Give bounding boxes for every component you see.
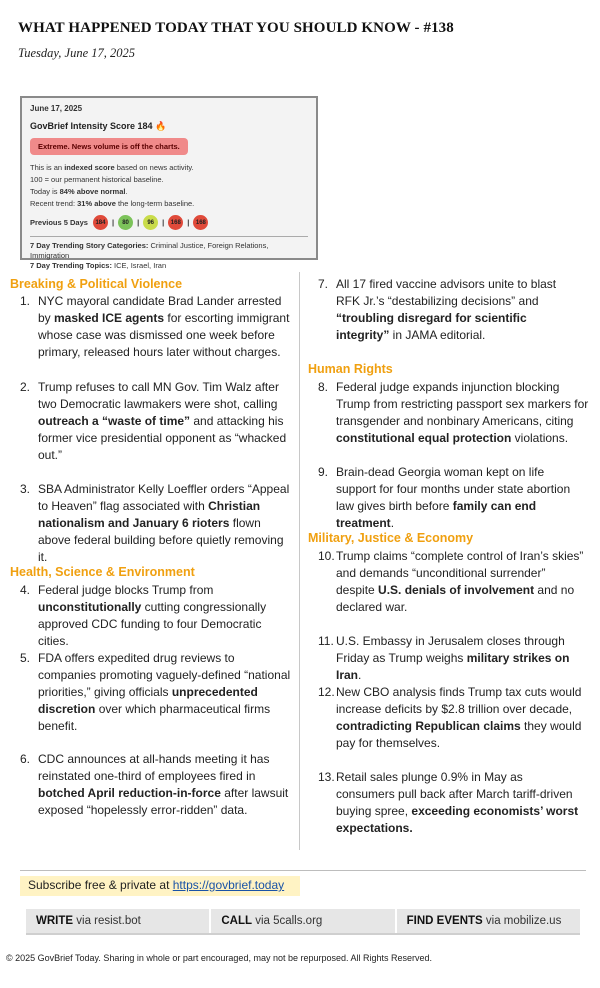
score-trend-line: Recent trend: 31% above the long-term baseline.	[30, 199, 195, 208]
news-item	[318, 379, 590, 447]
news-item	[318, 684, 586, 752]
score-divider	[30, 236, 308, 237]
subscribe-link[interactable]: https://govbrief.today	[172, 878, 285, 892]
previous-days-label: Previous 5 Days	[30, 218, 88, 227]
item-number: 2.	[20, 380, 31, 394]
item-text: CDC announces at all-hands meeting it has reinstated one-third of employees fired in botched April reduction-in-force after lawsuit exposed “hopelessly error-ridden” data.	[38, 752, 289, 817]
news-item	[20, 481, 292, 566]
subscribe-banner	[20, 876, 300, 896]
item-number: 4.	[20, 583, 31, 597]
item-text: Trump refuses to call MN Gov. Tim Walz after two Democratic lawmakers were shot, calling outreach a “waste of time” and attacking his former vice presidential opponent as “whacked out.”	[38, 380, 287, 462]
item-text: All 17 fired vaccine advisors unite to blast RFK Jr.’s “destabilizing decisions” and “troubling disregard for scientific integrity” in JAMA editorial.	[336, 277, 557, 342]
previous-days-row: Previous 5 Days 184 | 80 | 96 | 168 | 168	[30, 215, 308, 230]
section-heading-rights: Human Rights	[308, 362, 393, 376]
news-item	[318, 276, 580, 344]
item-number: 12.	[318, 685, 335, 699]
trending-topics: 7 Day Trending Topics: ICE, Israel, Iran	[30, 261, 167, 270]
item-text: Retail sales plunge 0.9% in May as consumers pull back after March tariff-driven buying spree, exceeding economists’ worst expectations.	[336, 770, 579, 835]
news-item	[20, 379, 292, 464]
item-number: 1.	[20, 294, 31, 308]
action-call[interactable]: CALL via 5calls.org	[211, 909, 396, 933]
score-alert-badge: Extreme. News volume is off the charts.	[30, 138, 188, 155]
news-item	[20, 751, 295, 819]
news-item	[20, 582, 295, 650]
bottom-divider	[20, 870, 586, 871]
previous-day-badge: 80	[118, 215, 133, 230]
item-number: 3.	[20, 482, 31, 496]
item-number: 9.	[318, 465, 329, 479]
action-bar	[26, 909, 580, 935]
item-text: U.S. Embassy in Jerusalem closes through Friday as Trump weighs military strikes on Iran.	[336, 634, 570, 682]
score-date: June 17, 2025	[30, 104, 83, 113]
subscribe-text: Subscribe free & private at	[28, 878, 173, 892]
action-find-events[interactable]: FIND EVENTS via mobilize.us	[406, 915, 562, 927]
item-number: 7.	[318, 277, 329, 291]
item-text: SBA Administrator Kelly Loeffler orders “Appeal to Heaven” flag associated with Christian nationalism and January 6 rioters flown above federal building before quietly removing it.	[38, 482, 290, 564]
score-baseline-line: 100 = our permanent historical baseline.	[30, 175, 164, 184]
section-heading-military: Military, Justice & Economy	[308, 531, 474, 545]
item-number: 5.	[20, 651, 31, 665]
news-item	[318, 548, 586, 616]
item-number: 13.	[318, 770, 335, 784]
section-heading-violence: Breaking & Political Violence	[10, 277, 183, 291]
trending-categories: 7 Day Trending Story Categories: Criminal Justice, Foreign Relations, Immigration	[30, 241, 269, 260]
item-number: 10.	[318, 549, 335, 563]
issue-date: Tuesday, June 17, 2025	[18, 46, 136, 60]
item-text: New CBO analysis finds Trump tax cuts would increase deficits by $2.8 trillion over decade, contradicting Republican claims they would pay for themselves.	[336, 685, 582, 750]
section-heading-health: Health, Science & Environment	[10, 565, 195, 579]
news-item	[20, 650, 295, 735]
news-item	[318, 464, 584, 532]
item-text: FDA offers expedited drug reviews to companies promoting vaguely-defined “national priorities,” giving officials unprecedented discretion over which pharmaceutical firms benefit.	[38, 651, 291, 733]
item-text: NYC mayoral candidate Brad Lander arrested by masked ICE agents for escorting immigrant whose case was dismissed one week before primary, released hours later without charges.	[38, 294, 290, 359]
previous-day-badge: 96	[143, 215, 158, 230]
item-number: 8.	[318, 380, 329, 394]
item-text: Brain-dead Georgia woman kept on life support for four months under state abortion law gives birth before family can end treatment.	[336, 465, 571, 530]
column-divider	[299, 272, 300, 850]
fire-icon: 🔥	[155, 121, 167, 131]
news-item	[20, 293, 292, 361]
score-label: GovBrief Intensity Score 184	[30, 121, 153, 131]
score-today-line: Today is 84% above normal.	[30, 187, 128, 196]
action-write[interactable]: WRITE via resist.bot	[26, 909, 211, 933]
item-number: 6.	[20, 752, 31, 766]
newsletter-title: WHAT HAPPENED TODAY THAT YOU SHOULD KNOW - #138	[18, 20, 454, 36]
intensity-score-card	[20, 96, 318, 270]
previous-day-badge: 168	[168, 215, 183, 230]
score-explainer-line: This is an indexed score based on news activity.	[30, 163, 194, 172]
item-number: 11.	[318, 634, 334, 648]
item-text: Federal judge blocks Trump from unconstitutionally cutting congressionally approved CDC funding to four Democratic cities.	[38, 583, 267, 648]
copyright-footer: © 2025 GovBrief Today. Sharing in whole or part encouraged, may not be repurposed. All Rights Reserved.	[6, 953, 433, 963]
news-item	[318, 769, 580, 837]
score-heading	[30, 121, 308, 132]
item-text: Federal judge expands injunction blocking Trump from restricting passport sex markers for transgender and nonbinary Americans, citing constitutional equal protection violations.	[336, 380, 589, 445]
previous-day-badge: 184	[93, 215, 108, 230]
previous-day-badge: 168	[193, 215, 208, 230]
news-item	[318, 633, 590, 684]
item-text: Trump claims “complete control of Iran’s skies” and demands “unconditional surrender” despite U.S. denials of involvement and no declared war.	[336, 549, 584, 614]
